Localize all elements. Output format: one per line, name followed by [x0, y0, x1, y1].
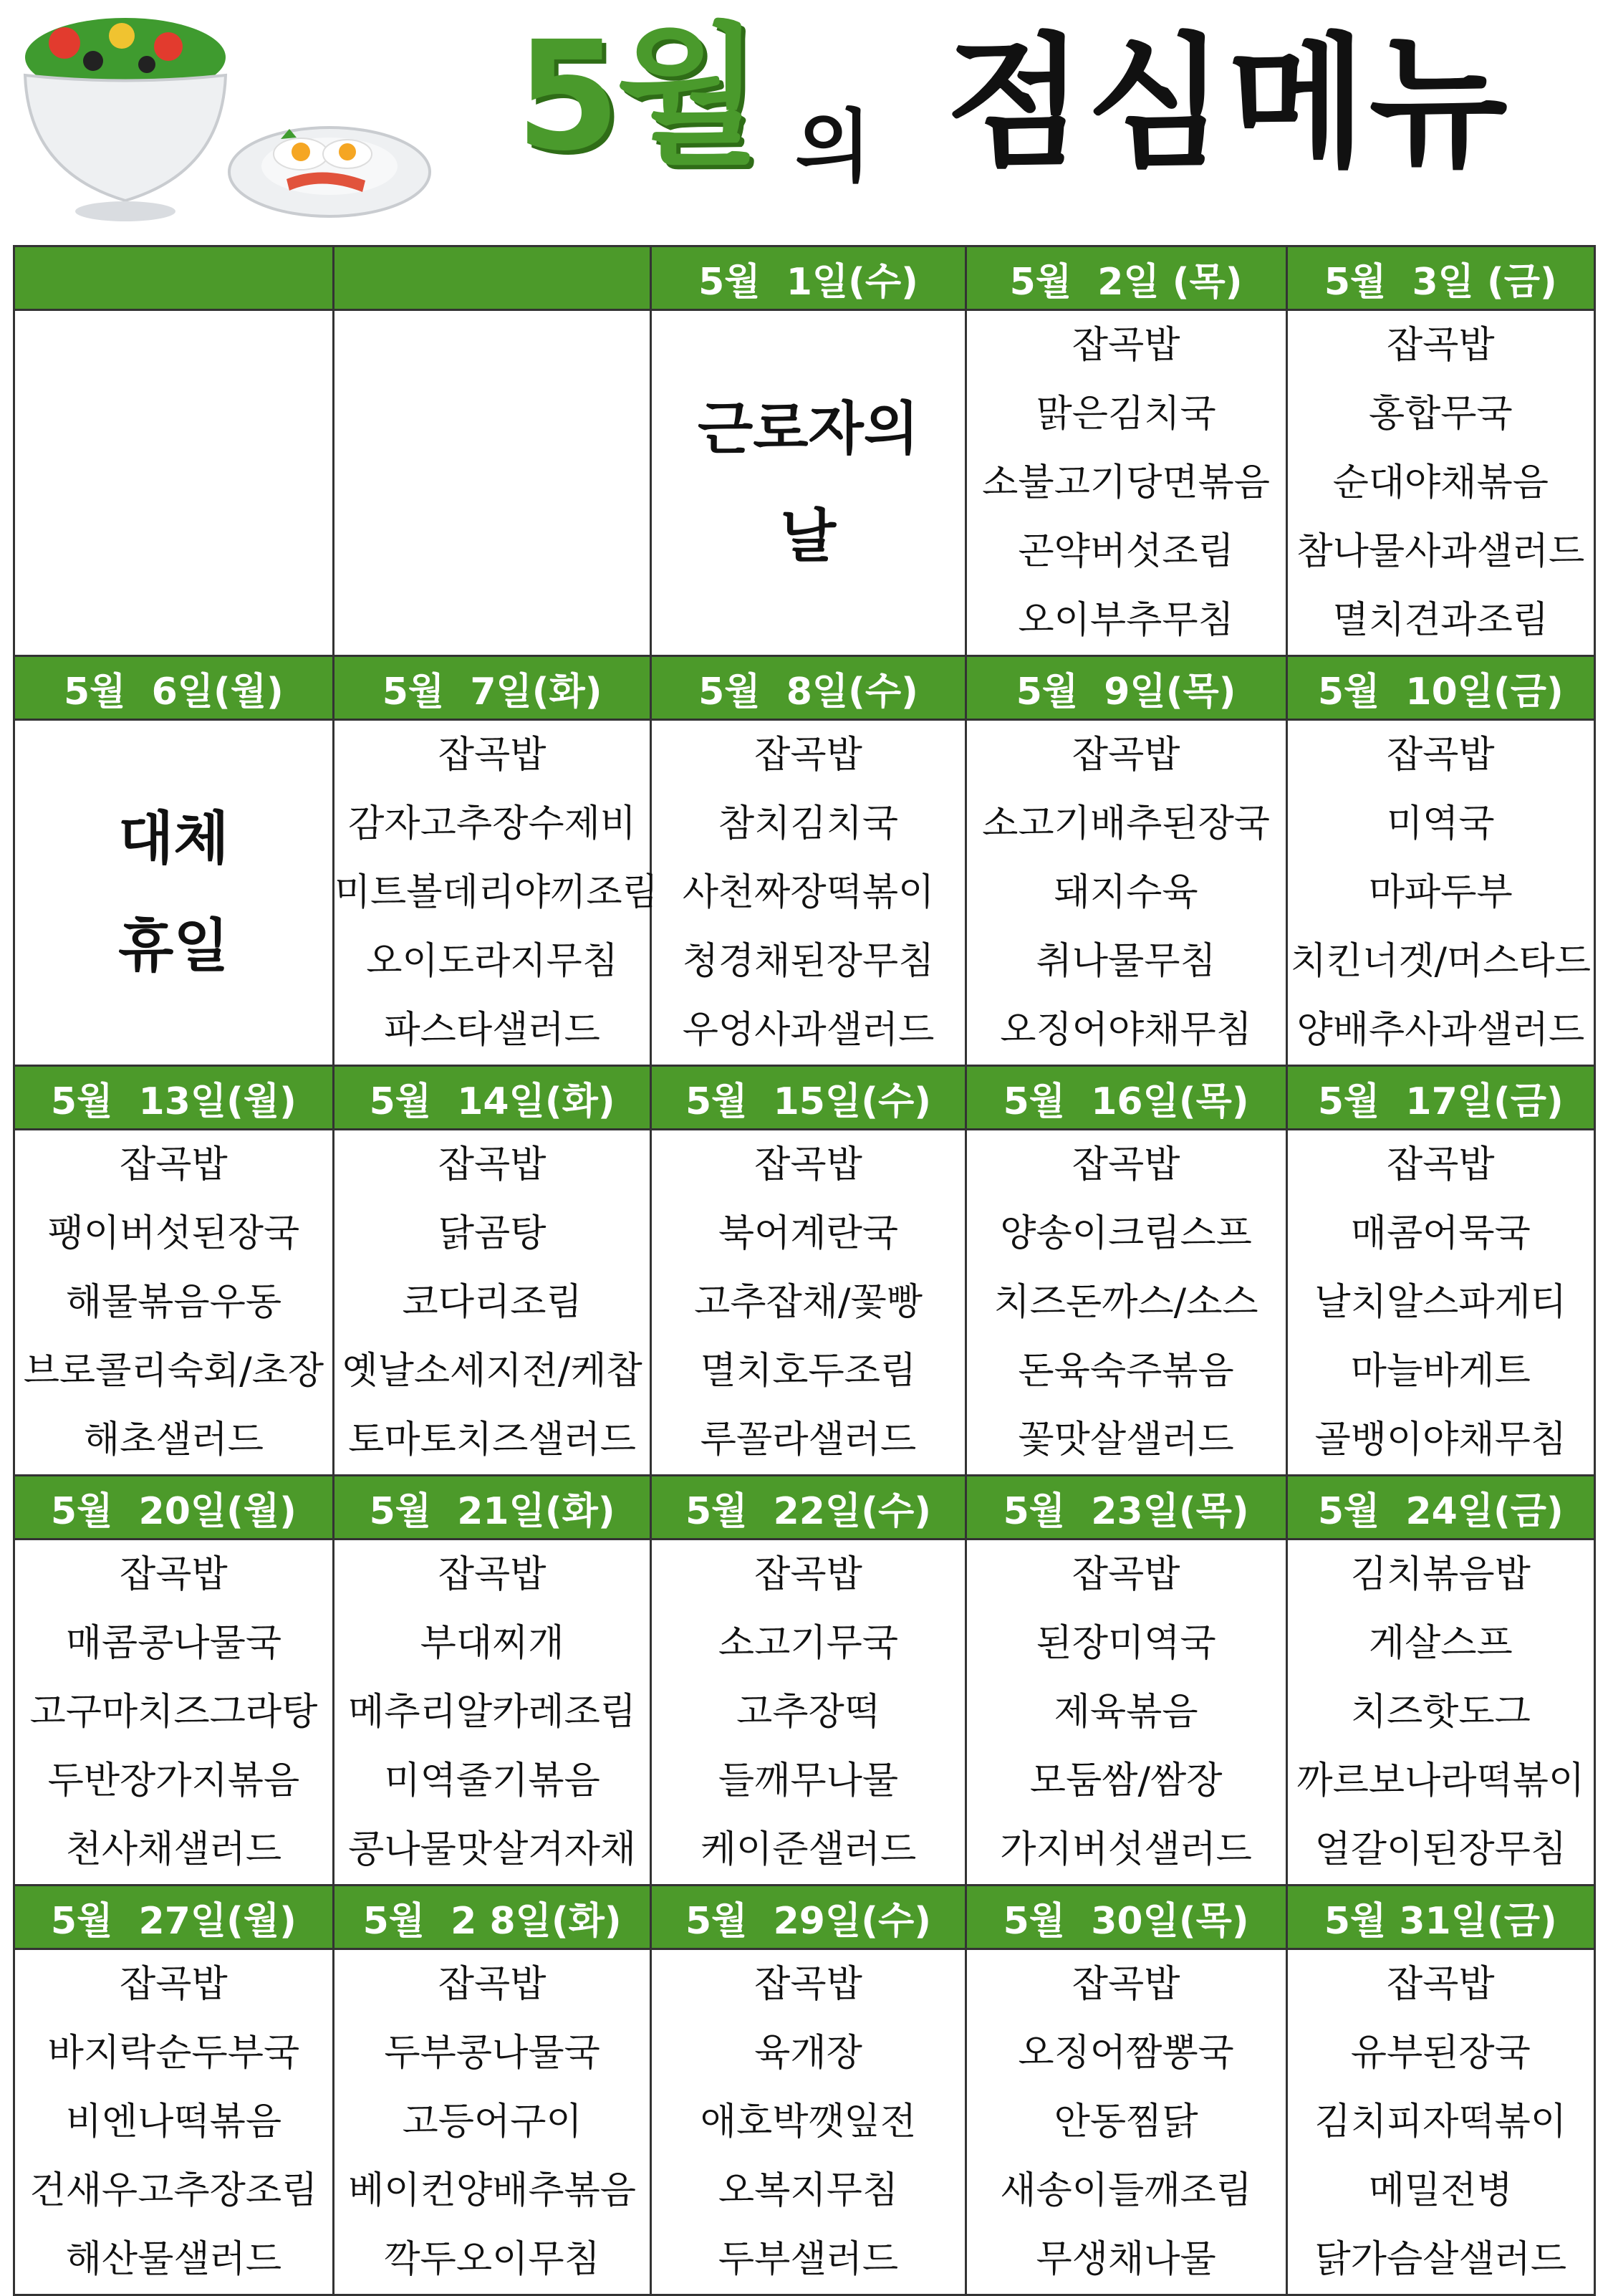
menu-item: 고추잡채/꽃빵 — [694, 1281, 923, 1324]
menu-item: 오이부추무침 — [1018, 599, 1234, 642]
menu-item: 잡곡밥 — [438, 734, 547, 777]
date-row — [14, 656, 1595, 720]
menu-item: 잡곡밥 — [1072, 734, 1180, 777]
menu-item: 청경채된장무침 — [682, 940, 935, 983]
menu-item: 깍두오이무침 — [384, 2238, 600, 2281]
menu-item: 까르보나라떡볶이 — [1296, 1759, 1585, 1802]
menu-item: 잡곡밥 — [1386, 1143, 1495, 1186]
holiday-label: 날 — [780, 503, 837, 570]
date-cell: 5월 27일(월) — [14, 1886, 334, 1949]
menu-cell — [14, 720, 334, 1066]
menu-item: 잡곡밥 — [1386, 734, 1495, 777]
menu-cell — [651, 1949, 966, 2295]
menu-item: 참나물사과샐러드 — [1296, 530, 1585, 573]
menu-item: 잡곡밥 — [1072, 1963, 1180, 2006]
menu-cell — [333, 310, 651, 656]
menu-item: 오복지무침 — [718, 2169, 899, 2212]
menu-item: 해물볶음우동 — [65, 1281, 282, 1324]
date-row — [14, 1066, 1595, 1130]
menu-item: 날치알스파게티 — [1314, 1281, 1567, 1324]
menu-item: 마파두부 — [1368, 871, 1513, 914]
menu-item: 잡곡밥 — [754, 1553, 862, 1596]
menu-item: 잡곡밥 — [754, 1143, 862, 1186]
menu-item: 된장미역국 — [1036, 1622, 1216, 1665]
menu-item: 유부된장국 — [1350, 2032, 1531, 2075]
menu-item: 메밀전병 — [1368, 2169, 1513, 2212]
date-cell: 5월 31일(금) — [1286, 1886, 1594, 1949]
menu-item: 곤약버섯조림 — [1018, 530, 1234, 573]
menu-item: 두부샐러드 — [718, 2238, 899, 2281]
menu-item: 잡곡밥 — [1072, 1143, 1180, 1186]
menu-item: 잡곡밥 — [120, 1553, 228, 1596]
menu-row — [14, 720, 1595, 1066]
menu-item: 게살스프 — [1368, 1622, 1513, 1665]
menu-cell — [1286, 1949, 1594, 2295]
date-cell: 5월 22일(수) — [651, 1476, 966, 1540]
date-cell — [14, 246, 334, 310]
date-cell: 5월 16일(목) — [966, 1066, 1286, 1130]
menu-row — [14, 1130, 1595, 1476]
menu-cell — [333, 1949, 651, 2295]
date-row — [14, 1886, 1595, 1949]
menu-cell — [1286, 1540, 1594, 1886]
holiday-label: 대체 — [118, 805, 229, 872]
menu-item: 고등어구이 — [402, 2100, 582, 2143]
menu-item: 양배추사과샐러드 — [1296, 1009, 1585, 1052]
menu-item: 부대찌개 — [420, 1622, 564, 1665]
menu-cell — [14, 1130, 334, 1476]
menu-item: 파스타샐러드 — [384, 1009, 600, 1052]
menu-item: 잡곡밥 — [1072, 1553, 1180, 1596]
menu-item: 토마토치즈샐러드 — [348, 1418, 637, 1461]
date-cell: 5월 14일(화) — [333, 1066, 651, 1130]
date-cell: 5월 21일(화) — [333, 1476, 651, 1540]
menu-item: 김치볶음밥 — [1350, 1553, 1531, 1596]
menu-cell — [966, 1540, 1286, 1886]
menu-item: 미역줄기볶음 — [384, 1759, 600, 1802]
menu-item: 돼지수육 — [1054, 871, 1198, 914]
menu-item: 맑은김치국 — [1036, 393, 1216, 436]
menu-item: 김치피자떡볶이 — [1314, 2100, 1567, 2143]
menu-item: 멸치견과조림 — [1332, 599, 1549, 642]
menu-cell — [333, 1130, 651, 1476]
menu-cell — [1286, 720, 1594, 1066]
menu-item: 건새우고추장조림 — [29, 2169, 318, 2212]
menu-item: 소고기무국 — [718, 1622, 899, 1665]
menu-item: 잡곡밥 — [1072, 324, 1180, 367]
menu-item: 닭곰탕 — [438, 1212, 547, 1255]
menu-cell — [651, 1540, 966, 1886]
date-row — [14, 1476, 1595, 1540]
salad-bowl-icon — [14, 7, 236, 229]
menu-cell — [651, 1130, 966, 1476]
menu-item: 루꼴라샐러드 — [700, 1418, 917, 1461]
menu-item: 애호박깻잎전 — [700, 2100, 917, 2143]
date-cell: 5월 10일(금) — [1286, 656, 1594, 720]
menu-item: 메추리알카레조림 — [348, 1691, 637, 1734]
menu-item: 육개장 — [754, 2032, 862, 2075]
menu-item: 매콤콩나물국 — [65, 1622, 282, 1665]
date-row — [14, 246, 1595, 310]
menu-item: 치즈돈까스/소스 — [993, 1281, 1258, 1324]
menu-item: 안동찜닭 — [1054, 2100, 1198, 2143]
menu-item: 잡곡밥 — [120, 1143, 228, 1186]
menu-item: 닭가슴살샐러드 — [1314, 2238, 1567, 2281]
menu-item: 잡곡밥 — [438, 1963, 547, 2006]
menu-item: 잡곡밥 — [438, 1553, 547, 1596]
menu-cell — [1286, 1130, 1594, 1476]
menu-cell — [1286, 310, 1594, 656]
menu-cell — [14, 1949, 334, 2295]
date-cell: 5월 15일(수) — [651, 1066, 966, 1130]
menu-item: 미트볼데리야끼조림 — [334, 871, 658, 914]
menu-cell — [651, 310, 966, 656]
menu-item: 양송이크림스프 — [1000, 1212, 1252, 1255]
menu-item: 얼갈이된장무침 — [1314, 1828, 1567, 1871]
menu-item: 치즈핫도그 — [1350, 1691, 1531, 1734]
menu-cell — [966, 1949, 1286, 2295]
menu-item: 치킨너겟/머스타드 — [1290, 940, 1591, 983]
menu-item: 잡곡밥 — [1386, 324, 1495, 367]
menu-cell — [966, 720, 1286, 1066]
menu-item: 홍합무국 — [1368, 393, 1513, 436]
lunch-menu-table — [13, 245, 1596, 2296]
date-cell: 5월 1일(수) — [651, 246, 966, 310]
menu-item: 취나물무침 — [1036, 940, 1216, 983]
menu-item: 코다리조림 — [402, 1281, 582, 1324]
menu-item: 두반장가지볶음 — [47, 1759, 300, 1802]
menu-item: 모둠쌈/쌈장 — [1029, 1759, 1223, 1802]
title-of: 의 — [795, 101, 872, 193]
menu-item: 골뱅이야채무침 — [1314, 1418, 1567, 1461]
menu-item: 미역국 — [1386, 802, 1495, 845]
menu-item: 매콤어묵국 — [1350, 1212, 1531, 1255]
menu-item: 팽이버섯된장국 — [47, 1212, 300, 1255]
menu-item: 멸치호두조림 — [700, 1350, 917, 1393]
menu-item: 잡곡밥 — [120, 1963, 228, 2006]
menu-item: 잡곡밥 — [438, 1143, 547, 1186]
menu-row — [14, 1949, 1595, 2295]
menu-item: 소고기배추된장국 — [982, 802, 1271, 845]
menu-item: 감자고추장수제비 — [348, 802, 637, 845]
menu-item: 두부콩나물국 — [384, 2032, 600, 2075]
menu-item: 해산물샐러드 — [65, 2238, 282, 2281]
date-cell: 5월 24일(금) — [1286, 1476, 1594, 1540]
menu-item: 브로콜리숙회/초장 — [23, 1350, 324, 1393]
menu-item: 새송이들깨조림 — [1000, 2169, 1252, 2212]
menu-cell — [966, 310, 1286, 656]
menu-cell — [333, 720, 658, 1066]
holiday-label: 휴일 — [118, 913, 229, 979]
menu-row — [14, 310, 1595, 656]
egg-bacon-plate-icon — [222, 115, 437, 222]
menu-cell — [651, 720, 966, 1066]
date-cell: 5월 8일(수) — [651, 656, 966, 720]
date-cell: 5월 23일(목) — [966, 1476, 1286, 1540]
date-cell: 5월 3일 (금) — [1286, 246, 1594, 310]
menu-item: 케이준샐러드 — [700, 1828, 917, 1871]
menu-item: 북어계란국 — [718, 1212, 899, 1255]
menu-item: 돈육숙주볶음 — [1018, 1350, 1234, 1393]
menu-item: 해초샐러드 — [83, 1418, 264, 1461]
menu-item: 천사채샐러드 — [65, 1828, 282, 1871]
menu-item: 베이컨양배추볶음 — [348, 2169, 637, 2212]
menu-item: 제육볶음 — [1054, 1691, 1198, 1734]
menu-item: 고구마치즈그라탕 — [29, 1691, 318, 1734]
page-title: 점심메뉴 — [945, 20, 1511, 187]
menu-item: 꽃맛살샐러드 — [1018, 1418, 1234, 1461]
menu-item: 우엉사과샐러드 — [682, 1009, 935, 1052]
menu-item: 들깨무나물 — [718, 1759, 899, 1802]
menu-item: 잡곡밥 — [754, 734, 862, 777]
page-header — [0, 0, 1608, 244]
menu-item: 잡곡밥 — [754, 1963, 862, 2006]
date-cell — [333, 246, 651, 310]
menu-item: 마늘바게트 — [1350, 1350, 1531, 1393]
menu-item: 순대야채볶음 — [1332, 461, 1549, 504]
date-cell: 5월 13일(월) — [14, 1066, 334, 1130]
date-cell: 5월 7일(화) — [333, 656, 651, 720]
menu-cell — [966, 1130, 1286, 1476]
menu-item: 오이도라지무침 — [366, 940, 618, 983]
menu-item: 비엔나떡볶음 — [65, 2100, 282, 2143]
menu-cell — [14, 1540, 334, 1886]
menu-item: 소불고기당면볶음 — [982, 461, 1271, 504]
date-cell: 5월 2 8일(화) — [333, 1886, 651, 1949]
menu-row — [14, 1540, 1595, 1886]
menu-item: 오징어짬뽕국 — [1018, 2032, 1234, 2075]
holiday-label: 근로자의 — [697, 395, 920, 462]
date-cell: 5월 20일(월) — [14, 1476, 334, 1540]
date-cell: 5월 29일(수) — [651, 1886, 966, 1949]
menu-item: 오징어야채무침 — [1000, 1009, 1252, 1052]
date-cell: 5월 2일 (목) — [966, 246, 1286, 310]
menu-item: 무생채나물 — [1036, 2238, 1216, 2281]
menu-item: 가지버섯샐러드 — [1000, 1828, 1252, 1871]
menu-cell — [333, 1540, 651, 1886]
date-cell: 5월 17일(금) — [1286, 1066, 1594, 1130]
menu-item: 바지락순두부국 — [47, 2032, 300, 2075]
date-cell: 5월 30일(목) — [966, 1886, 1286, 1949]
date-cell: 5월 9일(목) — [966, 656, 1286, 720]
menu-item: 사천짜장떡볶이 — [682, 871, 935, 914]
title-month: 5월 — [516, 9, 757, 184]
menu-item: 잡곡밥 — [1386, 1963, 1495, 2006]
menu-item: 콩나물맛살겨자채 — [348, 1828, 637, 1871]
menu-item: 참치김치국 — [718, 802, 899, 845]
menu-cell — [14, 310, 334, 656]
menu-item: 옛날소세지전/케찹 — [342, 1350, 642, 1393]
menu-item: 고추장떡 — [736, 1691, 880, 1734]
date-cell: 5월 6일(월) — [14, 656, 334, 720]
